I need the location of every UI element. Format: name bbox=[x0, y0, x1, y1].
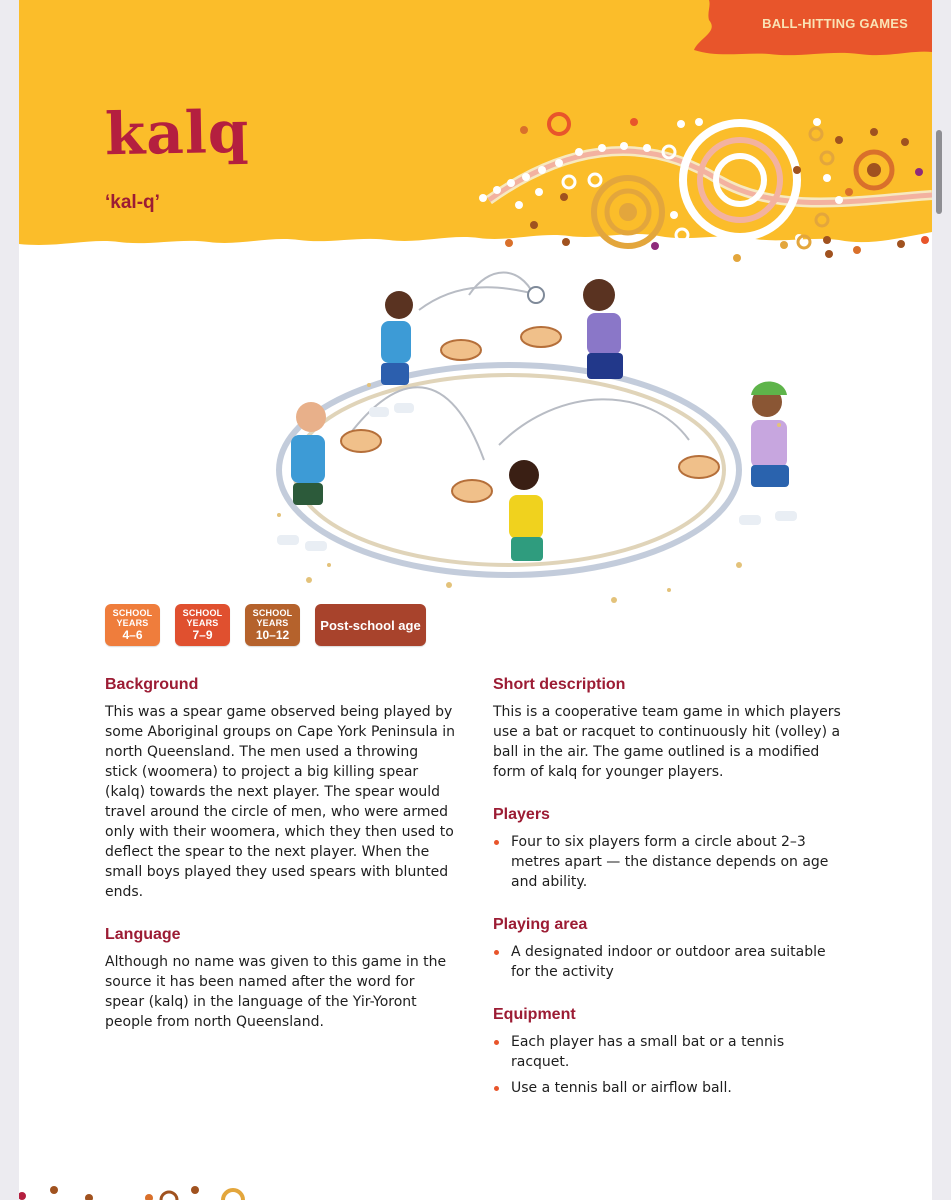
equipment-heading: Equipment bbox=[493, 1006, 576, 1023]
bullet-dot-icon bbox=[494, 1086, 499, 1091]
badge-range: 4–6 bbox=[122, 628, 143, 642]
playing-area-heading: Playing area bbox=[493, 916, 588, 933]
playing-area-section bbox=[493, 916, 843, 982]
list-item-text: Each player has a small bat or a tennis racquet. bbox=[511, 1034, 785, 1070]
badge-line1: SCHOOL bbox=[252, 608, 293, 618]
badge-school-years-4-6 bbox=[105, 604, 160, 646]
list-item bbox=[493, 832, 843, 892]
background-text: This was a spear game observed being played by some Aboriginal groups on Cape York Peninsula in north Queensland. The men used a throwing stick (woomera) to project a big killing spear (kalq) towards the next player. The spear would travel around the circle of men, who were armed only with their woomera, which they then used to deflect the spear to the next player. When the small boys played they used spears with blunted ends. bbox=[105, 704, 456, 900]
background-section bbox=[105, 676, 455, 902]
language-text: Although no name was given to this game in the source it has been named after the word for spear (kalq) in the language of the Yir-Yoront people from north Queensland. bbox=[105, 954, 447, 1030]
right-column bbox=[493, 676, 843, 1122]
badge-range: 10–12 bbox=[255, 628, 290, 642]
badge-line2: YEARS bbox=[256, 618, 289, 628]
vertical-scrollbar[interactable] bbox=[936, 130, 942, 214]
bullet-dot-icon bbox=[494, 840, 499, 845]
background-heading: Background bbox=[105, 676, 199, 693]
badge-line2: YEARS bbox=[116, 618, 149, 628]
list-item-text: Use a tennis ball or airflow ball. bbox=[511, 1080, 732, 1096]
players-section bbox=[493, 806, 843, 892]
list-item-text: A designated indoor or outdoor area suitable for the activity bbox=[511, 944, 826, 980]
footer-dot-decoration bbox=[19, 1178, 319, 1200]
school-years-badges bbox=[105, 604, 426, 646]
list-item-text: Four to six players form a circle about 2–3 metres apart — the distance depends on age and ability. bbox=[511, 834, 829, 890]
short-description-section bbox=[493, 676, 843, 782]
short-description-heading: Short description bbox=[493, 676, 626, 693]
badge-school-years-10-12 bbox=[245, 604, 300, 646]
badge-school-years-7-9 bbox=[175, 604, 230, 646]
language-heading: Language bbox=[105, 926, 181, 943]
list-item bbox=[493, 1032, 843, 1072]
badge-post-school-age: Post-school age bbox=[315, 604, 426, 646]
list-item bbox=[493, 1078, 843, 1098]
equipment-list bbox=[493, 1032, 843, 1098]
players-list bbox=[493, 832, 843, 892]
category-label: BALL-HITTING GAMES bbox=[762, 16, 908, 31]
language-section bbox=[105, 926, 455, 1032]
bullet-dot-icon bbox=[494, 1040, 499, 1045]
left-column bbox=[105, 676, 455, 1056]
badge-line2: YEARS bbox=[186, 618, 219, 628]
badge-line1: SCHOOL bbox=[182, 608, 223, 618]
equipment-section bbox=[493, 1006, 843, 1098]
list-item bbox=[493, 942, 843, 982]
document-page bbox=[19, 0, 932, 1200]
players-heading: Players bbox=[493, 806, 550, 823]
playing-area-list bbox=[493, 942, 843, 982]
badge-line1: SCHOOL bbox=[112, 608, 153, 618]
badge-range: 7–9 bbox=[192, 628, 213, 642]
page-title: kalq bbox=[104, 97, 250, 169]
bullet-dot-icon bbox=[494, 950, 499, 955]
children-playing-illustration bbox=[219, 265, 819, 610]
short-description-text: This is a cooperative team game in which players use a bat or racquet to continuously hit (volley) a ball in the air. The game outlined is a modified form of kalq for younger players. bbox=[493, 704, 841, 780]
pronunciation: ‘kal-q’ bbox=[105, 192, 160, 213]
